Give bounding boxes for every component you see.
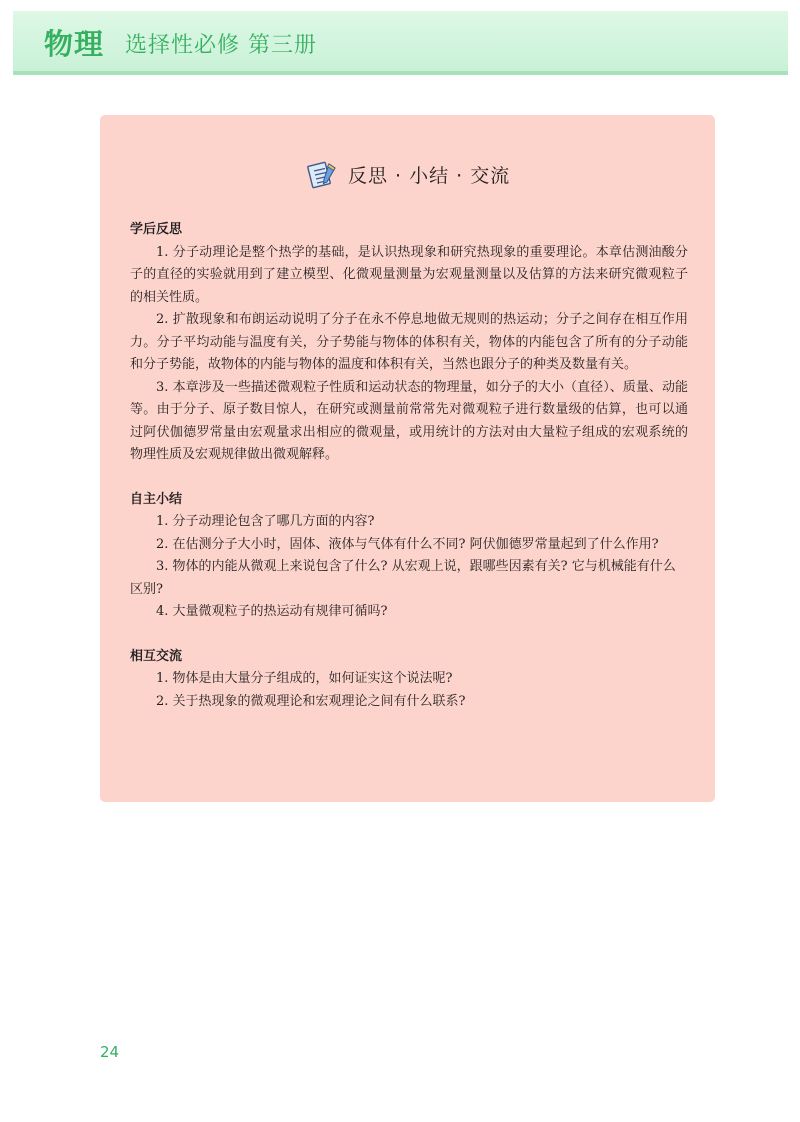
section-self-summary [130,489,688,624]
page-number: 24 [100,1043,120,1061]
section-heading: 相互交流 [130,648,183,664]
reflection-paragraph: 2. 扩散现象和布朗运动说明了分子在永不停息地做无规则的热运动；分子之间存在相互作用力。分子平均动能与温度有关，分子势能与物体的体积有关，物体的内能包含了所有的分子动能和分子势能，故物体的内能与物体的温度和体积有关，当然也跟分子的种类及数量有关。 [130,312,688,372]
section-spacer [130,467,688,489]
exchange-question: 2. 关于热现象的微观理论和宏观理论之间有什么联系? [156,693,466,709]
header-book-title: 选择性必修 第三册 [125,33,317,58]
box-title: 反思 · 小结 · 交流 [348,164,511,187]
section-reflection [130,219,688,467]
box-content [130,219,688,713]
reflection-paragraph: 3. 本章涉及一些描述微观粒子性质和运动状态的物理量，如分子的大小（直径）、质量、动能等。由于分子、原子数目惊人，在研究或测量前常常先对微观粒子进行数量级的估算，也可以通过阿伏伽德罗常量由宏观量求出相应的微观量，或用统计的方法对由大量粒子组成的宏观系统的物理性质及宏观规律做出微观解释。 [130,379,688,462]
header-subject: 物理 [44,27,105,61]
reflection-paragraph: 1. 分子动理论是整个热学的基础，是认识热现象和研究热现象的重要理论。本章估测油酸分子的直径的实验就用到了建立模型、化微观量测量为宏观量测量以及估算的方法来研究微观粒子的相关性质。 [130,244,688,305]
box-title-row [305,158,510,190]
exchange-question: 1. 物体是由大量分子组成的，如何证实这个说法呢? [156,671,453,686]
summary-question: 3. 物体的内能从微观上来说包含了什么? 从宏观上说，跟哪些因素有关? 它与机械能有什么区别? [130,559,676,597]
notepad-pencil-icon [305,158,339,190]
summary-question: 4. 大量微观粒子的热运动有规律可循吗? [156,604,388,619]
section-heading: 自主小结 [130,491,183,507]
summary-question: 2. 在估测分子大小时，固体、液体与气体有什么不同? 阿伏伽德罗常量起到了什么作用? [156,536,659,552]
page-header [13,11,788,75]
section-heading: 学后反思 [130,222,183,237]
section-spacer [130,624,688,646]
summary-question: 1. 分子动理论包含了哪几方面的内容? [156,514,375,529]
summary-box [100,115,715,802]
section-exchange [130,646,688,714]
